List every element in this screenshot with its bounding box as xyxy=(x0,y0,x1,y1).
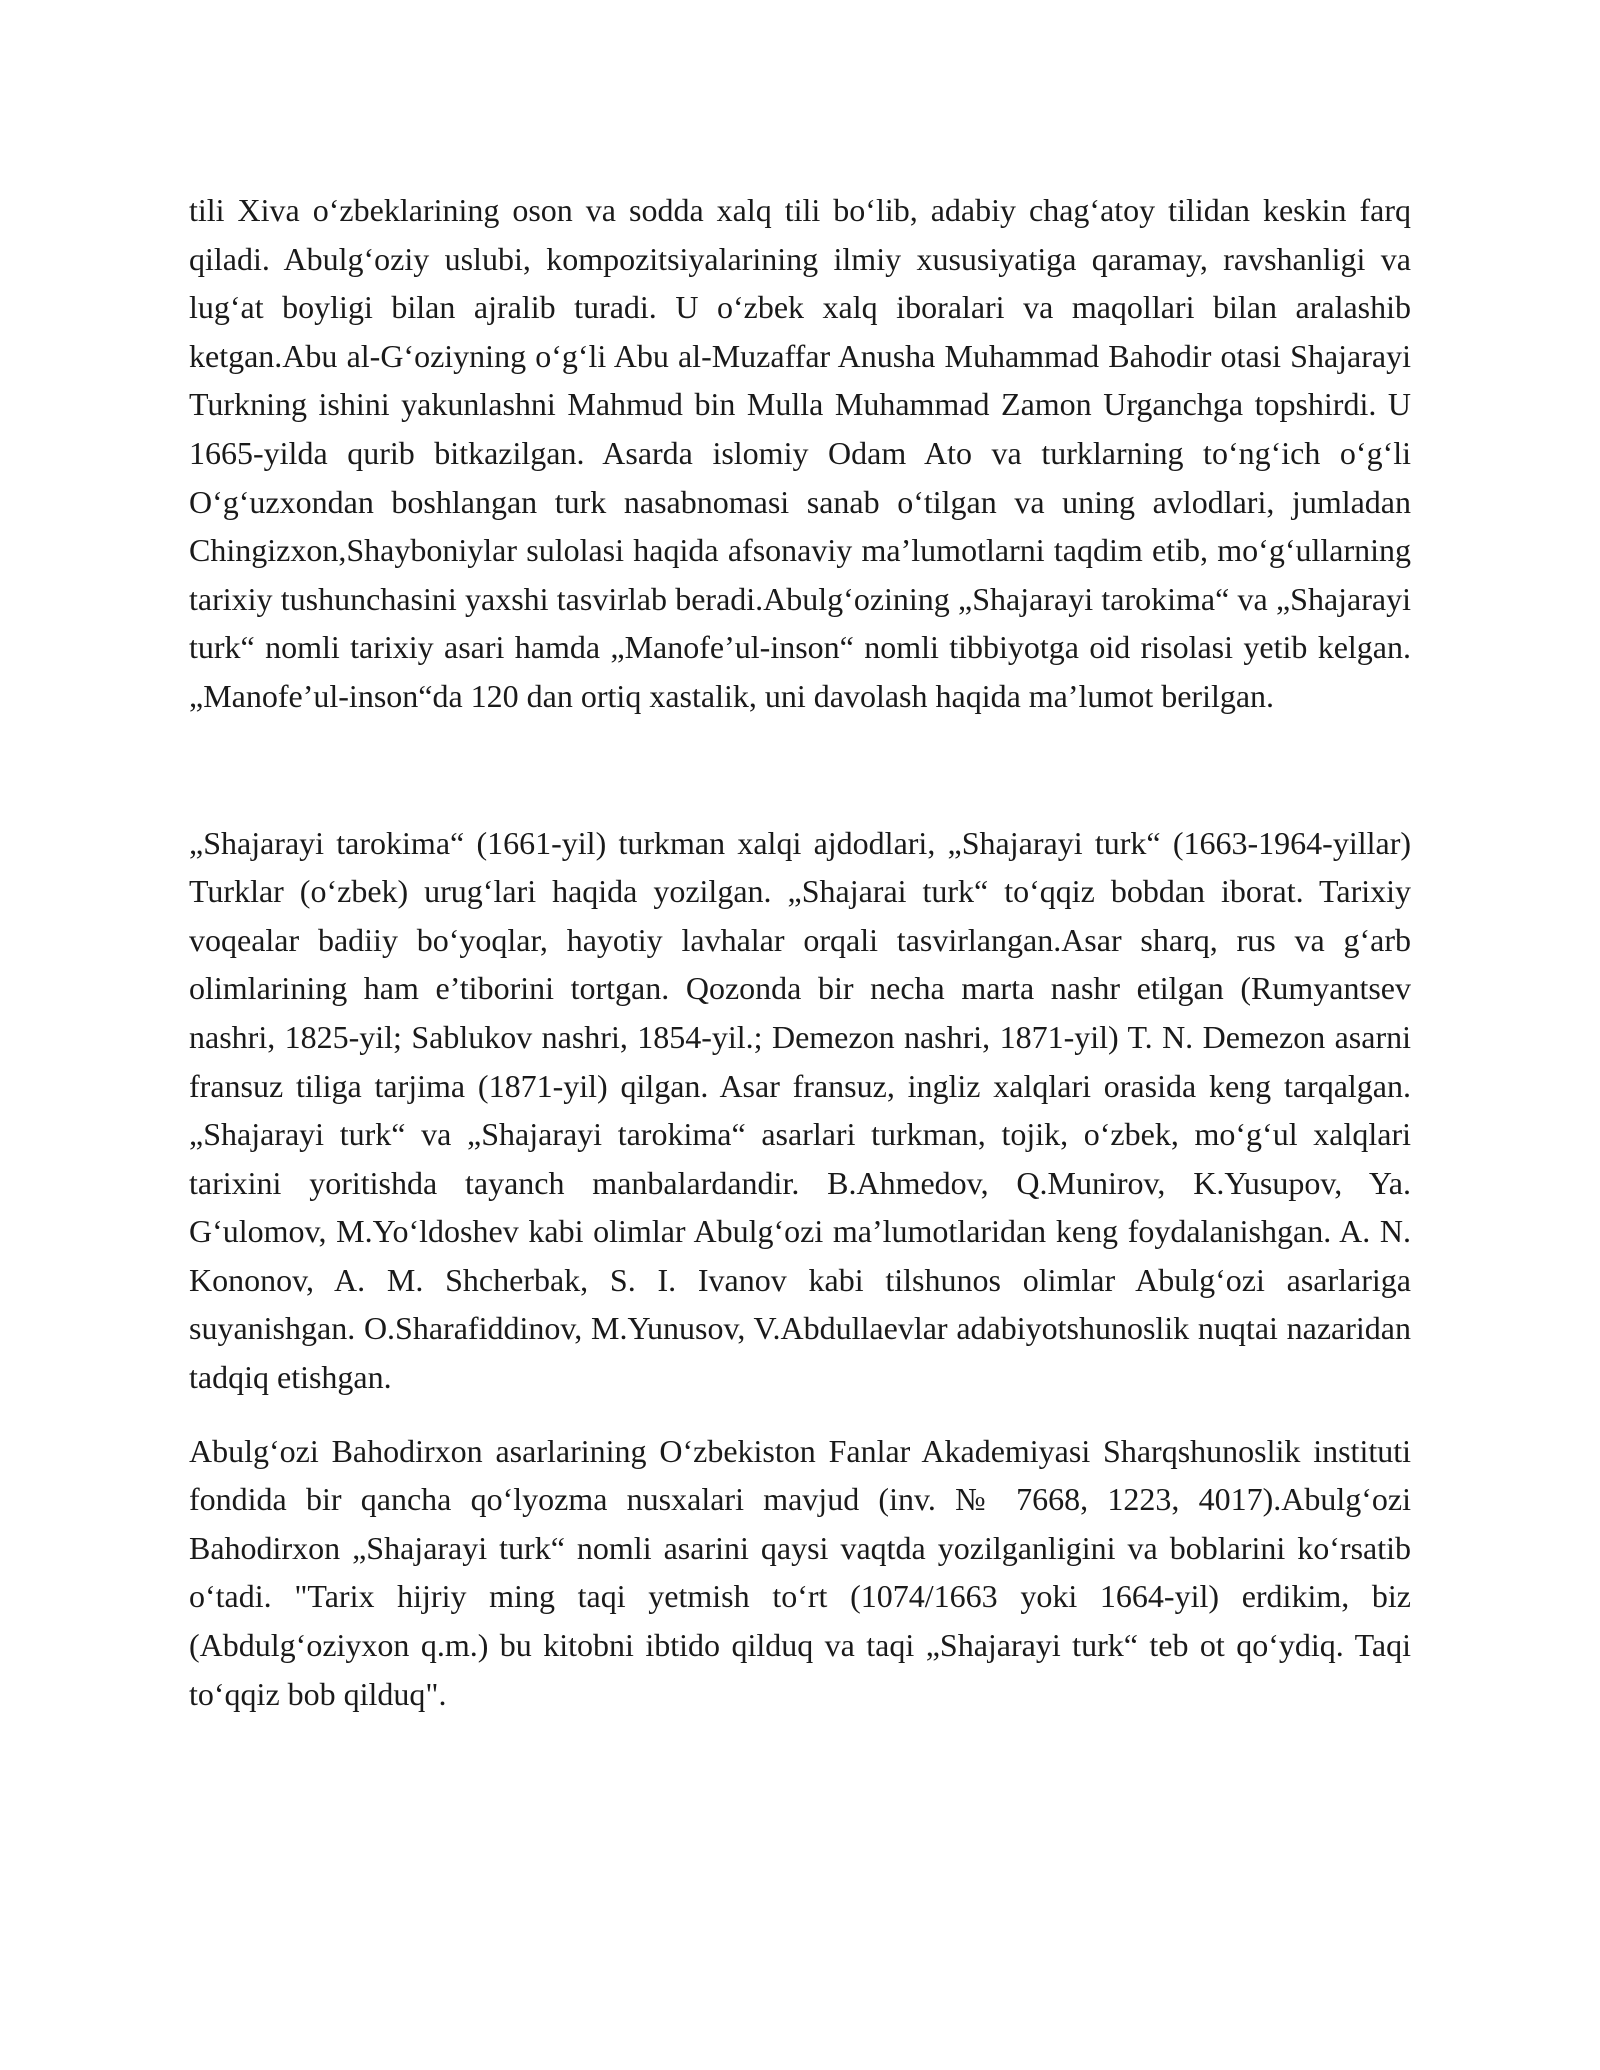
document-page xyxy=(189,186,1411,1718)
paragraph-2: „Shajarayi tarokima“ (1661-yil) turkman xalqi ajdodlari, „Shajarayi turk“ (1663-1964-yillar) Turklar (o‘zbek) urug‘lari haqida yozilgan. „Shajarai turk“ to‘qqiz bobdan iborat. Tarixiy voqealar badiiy bo‘yoqlar, hayotiy lavhalar orqali tasvirlangan.Asar sharq, rus va g‘arb olimlarining ham e’tiborini tortgan. Qozonda bir necha marta nashr etilgan (Rumyantsev nashri, 1825-yil; Sablukov nashri, 1854-yil.; Demezon nashri, 1871-yil) T. N. Demezon asarni fransuz tiliga tarjima (1871-yil) qilgan. Asar fransuz, ingliz xalqlari orasida keng tarqalgan.„Shajarayi turk“ va „Shajarayi tarokima“ asarlari turkman, tojik, o‘zbek, mo‘g‘ul xalqlari tarixini yoritishda tayanch manbalardandir. B.Ahmedov, Q.Munirov, K.Yusupov, Ya. G‘ulomov, M.Yo‘ldoshev kabi olimlar Abulg‘ozi ma’lumotlaridan keng foydalanishgan. A. N. Kononov, A. M. Shcherbak, S. I. Ivanov kabi tilshunos olimlar Abulg‘ozi asarlariga suyanishgan. O.Sharafiddinov, M.Yunusov, V.Abdullaevlar adabiyotshunoslik nuqtai nazaridan tadqiq etishgan. xyxy=(189,824,1411,1396)
paragraph-1: tili Xiva o‘zbeklarining oson va sodda xalq tili bo‘lib, adabiy chag‘atoy tilidan keskin farq qiladi. Abulg‘oziy uslubi, kompozitsiyalarining ilmiy xususiyatiga qaramay, ravshanligi va lug‘at boyligi bilan ajralib turadi. U o‘zbek xalq iboralari va maqollari bilan aralashib ketgan.Abu al-G‘oziyning o‘g‘li Abu al-Muzaffar Anusha Muhammad Bahodir otasi Shajarayi Turkning ishini yakunlashni Mahmud bin Mulla Muhammad Zamon Urganchga topshirdi. U 1665-yilda qurib bitkazilgan. Asarda islomiy Odam Ato va turklarning to‘ng‘ich o‘g‘li O‘g‘uzxondan boshlangan turk nasabnomasi sanab o‘tilgan va uning avlodlari, jumladan Chingizxon,Shayboniylar sulolasi haqida afsonaviy ma’lumotlarni taqdim etib, mo‘g‘ullarning tarixiy tushunchasini yaxshi tasvirlab beradi.Abulg‘ozining „Shajarayi tarokima“ va „Shajarayi turk“ nomli tarixiy asari hamda „Manofe’ul-inson“ nomli tibbiyotga oid risolasi yetib kelgan. „Manofe’ul-inson“da 120 dan ortiq xastalik, uni davolash haqida ma’lumot berilgan. xyxy=(189,192,1411,714)
paragraph-3: Abulg‘ozi Bahodirxon asarlarining O‘zbekiston Fanlar Akademiyasi Sharqshunoslik instituti fondida bir qancha qo‘lyozma nusxalari mavjud (inv. № 7668, 1223, 4017).Abulg‘ozi Bahodirxon „Shajarayi turk“ nomli asarini qaysi vaqtda yozilganligini va boblarini ko‘rsatib o‘tadi. "Tarix hijriy ming taqi yetmish to‘rt (1074/1663 yoki 1664-yil) erdikim, biz (Abdulg‘oziyxon q.m.) bu kitobni ibtido qilduq va taqi „Shajarayi turk“ teb ot qo‘ydiq. Taqi to‘qqiz bob qilduq". xyxy=(189,1432,1411,1712)
